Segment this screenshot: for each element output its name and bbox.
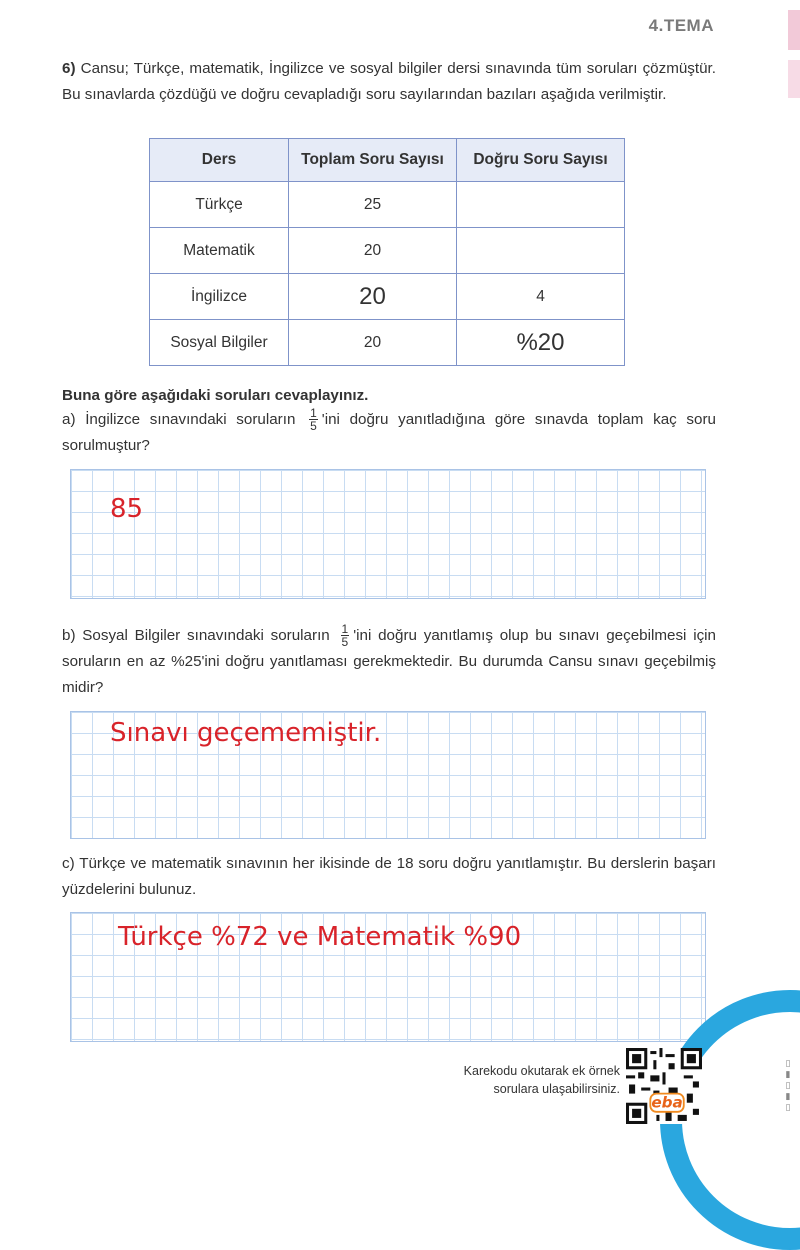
- table-row: [150, 182, 625, 228]
- fraction: [309, 407, 318, 432]
- fraction-numerator: 1: [310, 406, 317, 421]
- cell-ders: İngilizce: [150, 274, 289, 320]
- question-b-text: [62, 623, 716, 701]
- qr-code-icon[interactable]: [626, 1048, 702, 1124]
- fraction-numerator: 1: [341, 622, 349, 637]
- fraction-denominator: 5: [341, 635, 349, 650]
- table-row: [150, 274, 625, 320]
- cell-dogru: [457, 228, 625, 274]
- answer-c: Türkçe %72 ve Matematik %90: [118, 922, 522, 952]
- cell-dogru: [457, 182, 625, 228]
- question-c-text: c) Türkçe ve matematik sınavının her ikisinde de 18 soru doğru yanıtlamıştır. Bu derslerin başarı yüzdelerini bulunuz.: [62, 855, 716, 898]
- eba-logo: eba: [651, 1093, 683, 1112]
- answer-a: 85: [110, 494, 144, 524]
- fraction-denominator: 5: [310, 419, 317, 434]
- chapter-tag: 4.TEMA: [648, 16, 714, 35]
- side-margin-marks: ▯ ▮ ▯ ▮ ▯: [785, 1058, 791, 1112]
- question-number: 6): [62, 60, 76, 77]
- header-dogru: Doğru Soru Sayısı: [457, 139, 625, 182]
- instructions: Buna göre aşağıdaki soruları cevaplayınız.: [62, 387, 369, 404]
- cell-toplam: 25: [289, 182, 457, 228]
- question-body: Cansu; Türkçe, matematik, İngilizce ve sosyal bilgiler dersi sınavında tüm soruları çözmüştür. Bu sınavlarda çözdüğü ve doğru cevapladığı soru sayılarından bazıları aşağıda verilmiştir.: [62, 60, 716, 103]
- question-a-prefix: a) İngilizce sınavındaki soruların: [62, 411, 296, 428]
- exam-table: [149, 138, 625, 366]
- cell-ders: Matematik: [150, 228, 289, 274]
- question-a-suffix: 'ini doğru yanıtladığına göre sınavda toplam kaç soru sorulmuştur?: [62, 411, 716, 454]
- cell-toplam: 20: [289, 320, 457, 366]
- question-b-prefix: b) Sosyal Bilgiler sınavındaki soruların: [62, 627, 330, 644]
- header-toplam: Toplam Soru Sayısı: [289, 139, 457, 182]
- answer-grid-a: [70, 469, 706, 599]
- cell-dogru: 4: [457, 274, 625, 320]
- table-row: [150, 320, 625, 366]
- table-row: [150, 228, 625, 274]
- fraction: [341, 623, 350, 648]
- cell-toplam: 20: [289, 228, 457, 274]
- question-6-text: [62, 56, 716, 108]
- cell-toplam-handwritten: 20: [289, 274, 457, 320]
- answer-b: Sınavı geçememiştir.: [110, 718, 382, 748]
- edge-color-strip-top: [788, 10, 800, 50]
- cell-ders: Türkçe: [150, 182, 289, 228]
- cell-ders: Sosyal Bilgiler: [150, 320, 289, 366]
- cell-dogru-handwritten: %20: [457, 320, 625, 366]
- header-ders: Ders: [150, 139, 289, 182]
- question-b-suffix: 'ini doğru yanıtlamış olup bu sınavı geçebilmesi için soruların en az %25'ini doğru yanıtlaması gerekmektedir. Bu durumda Cansu sınavı geçebilmiş midir?: [62, 627, 716, 696]
- edge-color-strip-mid: [788, 60, 800, 98]
- question-a-text: [62, 407, 716, 459]
- qr-caption: Karekodu okutarak ek örnek sorulara ulaşabilirsiniz.: [463, 1064, 620, 1096]
